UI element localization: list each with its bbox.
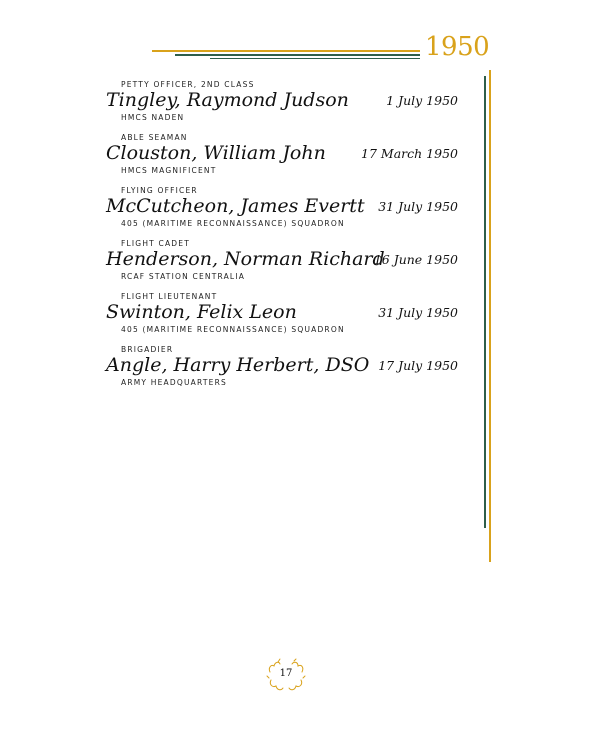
entry-name: Angle, Harry Herbert, DSO [106, 354, 370, 376]
entry-unit: ARMY HEADQUARTERS [121, 378, 227, 387]
vertical-rule-green [484, 76, 486, 528]
entry-rank: FLIGHT LIEUTENANT [121, 292, 218, 301]
entry-rank: FLIGHT CADET [121, 239, 190, 248]
entry-rank: FLYING OFFICER [121, 186, 198, 195]
top-rule-gold [152, 50, 420, 52]
entry-name: Tingley, Raymond Judson [106, 89, 349, 111]
page-number: 17 [279, 668, 293, 679]
entry-unit: 405 (MARITIME RECONNAISSANCE) SQUADRON [121, 219, 345, 228]
page-year-heading: 1950 [425, 32, 490, 62]
entry-date: 1 July 1950 [386, 93, 458, 108]
entry-unit: HMCS NADEN [121, 113, 185, 122]
entry-date: 16 June 1950 [373, 252, 458, 267]
entry-name: McCutcheon, James Evertt [106, 195, 365, 217]
entry-rank: BRIGADIER [121, 345, 174, 354]
entry-date: 31 July 1950 [378, 199, 458, 214]
top-rule-green-thin [210, 58, 420, 59]
memorial-entry-list [106, 80, 462, 398]
entry-date: 17 July 1950 [378, 358, 458, 373]
entry-rank: ABLE SEAMAN [121, 133, 188, 142]
memorial-entry [106, 345, 462, 398]
entry-date: 17 March 1950 [361, 146, 458, 161]
entry-name: Clouston, William John [106, 142, 326, 164]
entry-unit: HMCS MAGNIFICENT [121, 166, 217, 175]
entry-unit: 405 (MARITIME RECONNAISSANCE) SQUADRON [121, 325, 345, 334]
entry-name: Henderson, Norman Richard [106, 248, 385, 270]
top-rule-green [175, 54, 420, 56]
entry-unit: RCAF STATION CENTRALIA [121, 272, 246, 281]
memorial-entry [106, 292, 462, 345]
entry-name: Swinton, Felix Leon [106, 301, 297, 323]
memorial-entry [106, 133, 462, 186]
entry-rank: PETTY OFFICER, 2ND CLASS [121, 80, 255, 89]
memorial-entry [106, 80, 462, 133]
memorial-entry [106, 239, 462, 292]
entry-date: 31 July 1950 [378, 305, 458, 320]
memorial-entry [106, 186, 462, 239]
vertical-rule-gold [489, 70, 491, 562]
